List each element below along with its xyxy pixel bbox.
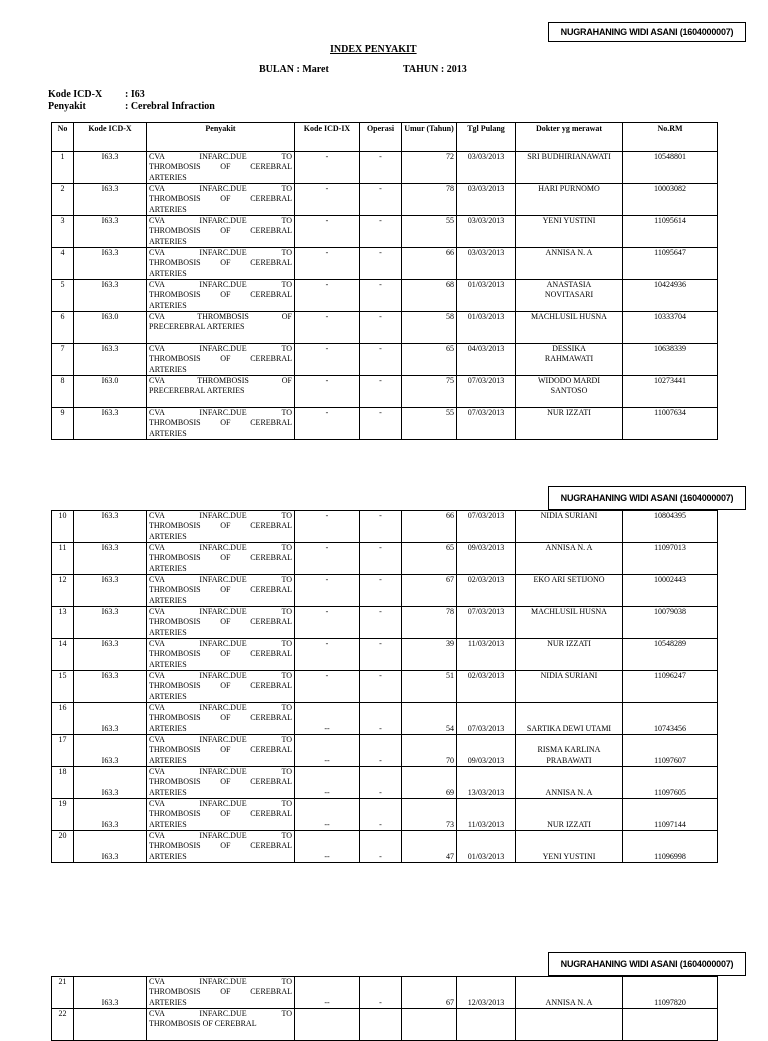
penyakit-label: Penyakit — [48, 101, 86, 112]
table-row — [52, 184, 718, 216]
row-no: 10 — [52, 511, 74, 543]
table-row — [52, 376, 718, 408]
row-dokter: EKO ARI SETIJONO — [516, 575, 623, 607]
header-no: No — [52, 123, 74, 152]
table-row — [52, 312, 718, 344]
row-no-rm: 10424936 — [623, 280, 718, 312]
row-umur: 65 — [402, 543, 457, 575]
row-umur: 39 — [402, 639, 457, 671]
header-penyakit: Penyakit — [147, 123, 295, 152]
row-no-rm: 11095647 — [623, 248, 718, 280]
row-kode-icd-ix: -- — [295, 703, 360, 735]
row-operasi: - — [360, 280, 402, 312]
row-kode-icd-x: I63.3 — [74, 799, 147, 831]
table-row — [52, 280, 718, 312]
row-kode-icd-ix: - — [295, 280, 360, 312]
row-no-rm — [623, 1009, 718, 1041]
row-dokter: NIDIA SURIANI — [516, 671, 623, 703]
row-no: 21 — [52, 977, 74, 1009]
row-umur — [402, 1009, 457, 1041]
row-tgl-pulang: 02/03/2013 — [457, 671, 516, 703]
row-operasi: - — [360, 376, 402, 408]
row-umur: 67 — [402, 575, 457, 607]
table-row — [52, 511, 718, 543]
row-kode-icd-x — [74, 1009, 147, 1041]
row-no-rm: 11097605 — [623, 767, 718, 799]
row-tgl-pulang: 02/03/2013 — [457, 575, 516, 607]
row-umur: 75 — [402, 376, 457, 408]
row-kode-icd-x: I63.3 — [74, 248, 147, 280]
row-kode-icd-ix — [295, 1009, 360, 1041]
row-operasi: - — [360, 671, 402, 703]
row-penyakit: CVA INFARC.DUE TO THROMBOSIS OF CEREBRAL ARTERIES — [147, 799, 295, 831]
row-dokter: DESSIKA RAHMAWATI — [516, 344, 623, 376]
row-kode-icd-ix: - — [295, 152, 360, 184]
bulan-label: BULAN : Maret — [259, 64, 329, 75]
row-no: 2 — [52, 184, 74, 216]
row-operasi: - — [360, 799, 402, 831]
row-penyakit: CVA INFARC.DUE TO THROMBOSIS OF CEREBRAL ARTERIES — [147, 639, 295, 671]
row-penyakit: CVA THROMBOSIS OF PRECEREBRAL ARTERIES — [147, 312, 295, 344]
table-row — [52, 1009, 718, 1041]
row-no-rm: 11095614 — [623, 216, 718, 248]
row-no-rm: 11097820 — [623, 977, 718, 1009]
table-row — [52, 735, 718, 767]
row-kode-icd-x: I63.3 — [74, 767, 147, 799]
row-kode-icd-x: I63.3 — [74, 703, 147, 735]
row-no-rm: 11096247 — [623, 671, 718, 703]
row-tgl-pulang: 12/03/2013 — [457, 977, 516, 1009]
row-no-rm: 10079038 — [623, 607, 718, 639]
row-operasi: - — [360, 184, 402, 216]
row-kode-icd-x: I63.3 — [74, 607, 147, 639]
row-operasi: - — [360, 977, 402, 1009]
row-no-rm: 10548289 — [623, 639, 718, 671]
row-kode-icd-x: I63.3 — [74, 575, 147, 607]
row-kode-icd-ix: - — [295, 639, 360, 671]
row-tgl-pulang: 09/03/2013 — [457, 735, 516, 767]
table-row — [52, 977, 718, 1009]
row-umur: 72 — [402, 152, 457, 184]
row-tgl-pulang: 03/03/2013 — [457, 152, 516, 184]
row-umur: 68 — [402, 280, 457, 312]
row-penyakit: CVA INFARC.DUE TO THROMBOSIS OF CEREBRAL ARTERIES — [147, 735, 295, 767]
header-tgl-pulang: Tgl Pulang — [457, 123, 516, 152]
row-tgl-pulang: 07/03/2013 — [457, 607, 516, 639]
page-title: INDEX PENYAKIT — [330, 44, 417, 55]
row-no: 15 — [52, 671, 74, 703]
row-kode-icd-ix: -- — [295, 799, 360, 831]
table-header — [52, 123, 718, 152]
row-penyakit: CVA INFARC.DUE TO THROMBOSIS OF CEREBRAL — [147, 1009, 295, 1041]
owner-label-page-2: NUGRAHANING WIDI ASANI (1604000007) — [548, 486, 746, 510]
row-no: 7 — [52, 344, 74, 376]
row-tgl-pulang: 03/03/2013 — [457, 248, 516, 280]
row-kode-icd-x: I63.3 — [74, 639, 147, 671]
row-no-rm: 10333704 — [623, 312, 718, 344]
row-umur: 78 — [402, 184, 457, 216]
row-tgl-pulang: 04/03/2013 — [457, 344, 516, 376]
row-no-rm: 10003082 — [623, 184, 718, 216]
row-operasi: - — [360, 767, 402, 799]
row-no: 11 — [52, 543, 74, 575]
row-no-rm: 10804395 — [623, 511, 718, 543]
row-dokter: YENI YUSTINI — [516, 216, 623, 248]
row-penyakit: CVA INFARC.DUE TO THROMBOSIS OF CEREBRAL ARTERIES — [147, 703, 295, 735]
penyakit-value: : Cerebral Infraction — [125, 101, 215, 112]
table-row — [52, 543, 718, 575]
row-umur: 55 — [402, 216, 457, 248]
row-penyakit: CVA INFARC.DUE TO THROMBOSIS OF CEREBRAL ARTERIES — [147, 831, 295, 863]
row-no-rm: 10273441 — [623, 376, 718, 408]
row-no-rm: 11097144 — [623, 799, 718, 831]
row-penyakit: CVA INFARC.DUE TO THROMBOSIS OF CEREBRAL ARTERIES — [147, 767, 295, 799]
header-no-rm: No.RM — [623, 123, 718, 152]
row-umur: 51 — [402, 671, 457, 703]
row-penyakit: CVA INFARC.DUE TO THROMBOSIS OF CEREBRAL ARTERIES — [147, 607, 295, 639]
row-dokter: WIDODO MARDI SANTOSO — [516, 376, 623, 408]
row-dokter: MACHLUSIL HUSNA — [516, 607, 623, 639]
row-kode-icd-x: I63.3 — [74, 344, 147, 376]
row-umur: 70 — [402, 735, 457, 767]
row-kode-icd-x: I63.0 — [74, 376, 147, 408]
row-tgl-pulang: 01/03/2013 — [457, 312, 516, 344]
table-row — [52, 152, 718, 184]
table-row — [52, 216, 718, 248]
row-operasi: - — [360, 248, 402, 280]
row-dokter: ANNISA N. A — [516, 767, 623, 799]
row-kode-icd-x: I63.3 — [74, 671, 147, 703]
row-penyakit: CVA INFARC.DUE TO THROMBOSIS OF CEREBRAL ARTERIES — [147, 543, 295, 575]
row-kode-icd-x: I63.3 — [74, 543, 147, 575]
row-operasi: - — [360, 703, 402, 735]
row-penyakit: CVA INFARC.DUE TO THROMBOSIS OF CEREBRAL ARTERIES — [147, 248, 295, 280]
table-row — [52, 671, 718, 703]
row-dokter: ANNISA N. A — [516, 977, 623, 1009]
header-dokter: Dokter yg merawat — [516, 123, 623, 152]
row-kode-icd-x: I63.3 — [74, 735, 147, 767]
row-operasi — [360, 1009, 402, 1041]
row-operasi: - — [360, 575, 402, 607]
table-row — [52, 799, 718, 831]
row-dokter: NIDIA SURIANI — [516, 511, 623, 543]
table-row — [52, 767, 718, 799]
row-no: 19 — [52, 799, 74, 831]
row-kode-icd-ix: -- — [295, 977, 360, 1009]
row-no: 8 — [52, 376, 74, 408]
row-kode-icd-ix: - — [295, 184, 360, 216]
row-umur: 66 — [402, 511, 457, 543]
row-kode-icd-ix: - — [295, 312, 360, 344]
header-kode-icd-x: Kode ICD-X — [74, 123, 147, 152]
row-umur: 58 — [402, 312, 457, 344]
row-dokter: SRI BUDHIRIANAWATI — [516, 152, 623, 184]
row-dokter: ANASTASIA NOVITASARI — [516, 280, 623, 312]
row-no: 9 — [52, 408, 74, 440]
row-umur: 65 — [402, 344, 457, 376]
row-operasi: - — [360, 735, 402, 767]
row-dokter: MACHLUSIL HUSNA — [516, 312, 623, 344]
row-operasi: - — [360, 511, 402, 543]
row-kode-icd-ix: - — [295, 511, 360, 543]
row-penyakit: CVA INFARC.DUE TO THROMBOSIS OF CEREBRAL ARTERIES — [147, 344, 295, 376]
table-row — [52, 703, 718, 735]
row-umur: 54 — [402, 703, 457, 735]
row-no: 1 — [52, 152, 74, 184]
row-dokter: ANNISA N. A — [516, 543, 623, 575]
row-operasi: - — [360, 408, 402, 440]
row-no: 6 — [52, 312, 74, 344]
row-operasi: - — [360, 543, 402, 575]
row-no-rm: 10002443 — [623, 575, 718, 607]
row-dokter: HARI PURNOMO — [516, 184, 623, 216]
row-penyakit: CVA INFARC.DUE TO THROMBOSIS OF CEREBRAL ARTERIES — [147, 671, 295, 703]
row-umur: 66 — [402, 248, 457, 280]
header-umur: Umur (Tahun) — [402, 123, 457, 152]
row-tgl-pulang: 07/03/2013 — [457, 703, 516, 735]
table-row — [52, 831, 718, 863]
row-kode-icd-x: I63.3 — [74, 184, 147, 216]
row-no: 3 — [52, 216, 74, 248]
row-no: 20 — [52, 831, 74, 863]
row-umur: 47 — [402, 831, 457, 863]
row-kode-icd-ix: -- — [295, 735, 360, 767]
row-operasi: - — [360, 639, 402, 671]
row-kode-icd-x: I63.3 — [74, 152, 147, 184]
disease-index-table-3 — [51, 976, 718, 1041]
row-operasi: - — [360, 312, 402, 344]
row-kode-icd-ix: - — [295, 607, 360, 639]
row-operasi: - — [360, 607, 402, 639]
row-dokter: NUR IZZATI — [516, 639, 623, 671]
row-tgl-pulang: 13/03/2013 — [457, 767, 516, 799]
row-tgl-pulang: 03/03/2013 — [457, 216, 516, 248]
row-kode-icd-x: I63.0 — [74, 312, 147, 344]
row-penyakit: CVA INFARC.DUE TO THROMBOSIS OF CEREBRAL ARTERIES — [147, 511, 295, 543]
row-kode-icd-ix: -- — [295, 831, 360, 863]
row-tgl-pulang: 07/03/2013 — [457, 376, 516, 408]
row-tgl-pulang: 03/03/2013 — [457, 184, 516, 216]
row-dokter: SARTIKA DEWI UTAMI — [516, 703, 623, 735]
row-no: 17 — [52, 735, 74, 767]
row-penyakit: CVA INFARC.DUE TO THROMBOSIS OF CEREBRAL ARTERIES — [147, 184, 295, 216]
owner-label-page-3: NUGRAHANING WIDI ASANI (1604000007) — [548, 952, 746, 976]
owner-label: NUGRAHANING WIDI ASANI (1604000007) — [548, 22, 746, 42]
row-no: 18 — [52, 767, 74, 799]
row-penyakit: CVA INFARC.DUE TO THROMBOSIS OF CEREBRAL ARTERIES — [147, 216, 295, 248]
row-no-rm: 11096998 — [623, 831, 718, 863]
row-penyakit: CVA INFARC.DUE TO THROMBOSIS OF CEREBRAL ARTERIES — [147, 408, 295, 440]
row-dokter: YENI YUSTINI — [516, 831, 623, 863]
row-no-rm: 11097607 — [623, 735, 718, 767]
table-row — [52, 248, 718, 280]
kode-icd-value: : I63 — [125, 89, 145, 100]
row-dokter: ANNISA N. A — [516, 248, 623, 280]
row-no: 4 — [52, 248, 74, 280]
row-kode-icd-x: I63.3 — [74, 511, 147, 543]
header-kode-icd-ix: Kode ICD-IX — [295, 123, 360, 152]
row-penyakit: CVA INFARC.DUE TO THROMBOSIS OF CEREBRAL ARTERIES — [147, 575, 295, 607]
table-row — [52, 607, 718, 639]
row-kode-icd-ix: - — [295, 408, 360, 440]
row-no-rm: 10743456 — [623, 703, 718, 735]
row-kode-icd-ix: - — [295, 248, 360, 280]
row-no: 12 — [52, 575, 74, 607]
row-kode-icd-x: I63.3 — [74, 977, 147, 1009]
row-kode-icd-ix: - — [295, 376, 360, 408]
penyakit-row — [48, 101, 268, 113]
row-kode-icd-x: I63.3 — [74, 831, 147, 863]
row-tgl-pulang: 01/03/2013 — [457, 280, 516, 312]
row-kode-icd-x: I63.3 — [74, 280, 147, 312]
row-kode-icd-ix: - — [295, 575, 360, 607]
table-row — [52, 344, 718, 376]
row-penyakit: CVA INFARC.DUE TO THROMBOSIS OF CEREBRAL ARTERIES — [147, 152, 295, 184]
table-row — [52, 408, 718, 440]
row-umur: 67 — [402, 977, 457, 1009]
row-operasi: - — [360, 216, 402, 248]
row-no-rm: 10548801 — [623, 152, 718, 184]
disease-index-table-1 — [51, 122, 718, 440]
row-no: 13 — [52, 607, 74, 639]
row-umur: 78 — [402, 607, 457, 639]
kode-icd-row — [48, 89, 248, 101]
row-umur: 69 — [402, 767, 457, 799]
row-no: 14 — [52, 639, 74, 671]
row-umur: 73 — [402, 799, 457, 831]
row-dokter: NUR IZZATI — [516, 408, 623, 440]
row-tgl-pulang: 07/03/2013 — [457, 511, 516, 543]
tahun-label: TAHUN : 2013 — [403, 64, 467, 75]
row-kode-icd-x: I63.3 — [74, 216, 147, 248]
row-no-rm: 10638339 — [623, 344, 718, 376]
row-penyakit: CVA THROMBOSIS OF PRECEREBRAL ARTERIES — [147, 376, 295, 408]
disease-index-table-2 — [51, 510, 718, 863]
row-tgl-pulang: 11/03/2013 — [457, 799, 516, 831]
row-tgl-pulang — [457, 1009, 516, 1041]
row-penyakit: CVA INFARC.DUE TO THROMBOSIS OF CEREBRAL ARTERIES — [147, 977, 295, 1009]
row-tgl-pulang: 11/03/2013 — [457, 639, 516, 671]
row-kode-icd-ix: - — [295, 671, 360, 703]
row-operasi: - — [360, 831, 402, 863]
row-tgl-pulang: 09/03/2013 — [457, 543, 516, 575]
row-penyakit: CVA INFARC.DUE TO THROMBOSIS OF CEREBRAL ARTERIES — [147, 280, 295, 312]
row-tgl-pulang: 07/03/2013 — [457, 408, 516, 440]
row-dokter: NUR IZZATI — [516, 799, 623, 831]
row-no-rm: 11007634 — [623, 408, 718, 440]
row-operasi: - — [360, 152, 402, 184]
row-kode-icd-ix: - — [295, 216, 360, 248]
row-kode-icd-x: I63.3 — [74, 408, 147, 440]
header-operasi: Operasi — [360, 123, 402, 152]
row-no: 5 — [52, 280, 74, 312]
table-row — [52, 639, 718, 671]
row-dokter: RISMA KARLINA PRABAWATI — [516, 735, 623, 767]
row-tgl-pulang: 01/03/2013 — [457, 831, 516, 863]
row-no-rm: 11097013 — [623, 543, 718, 575]
row-kode-icd-ix: -- — [295, 767, 360, 799]
kode-icd-label: Kode ICD-X — [48, 89, 103, 100]
table-row — [52, 575, 718, 607]
row-operasi: - — [360, 344, 402, 376]
row-kode-icd-ix: - — [295, 543, 360, 575]
row-kode-icd-ix: - — [295, 344, 360, 376]
row-no: 22 — [52, 1009, 74, 1041]
row-no: 16 — [52, 703, 74, 735]
row-umur: 55 — [402, 408, 457, 440]
row-dokter — [516, 1009, 623, 1041]
